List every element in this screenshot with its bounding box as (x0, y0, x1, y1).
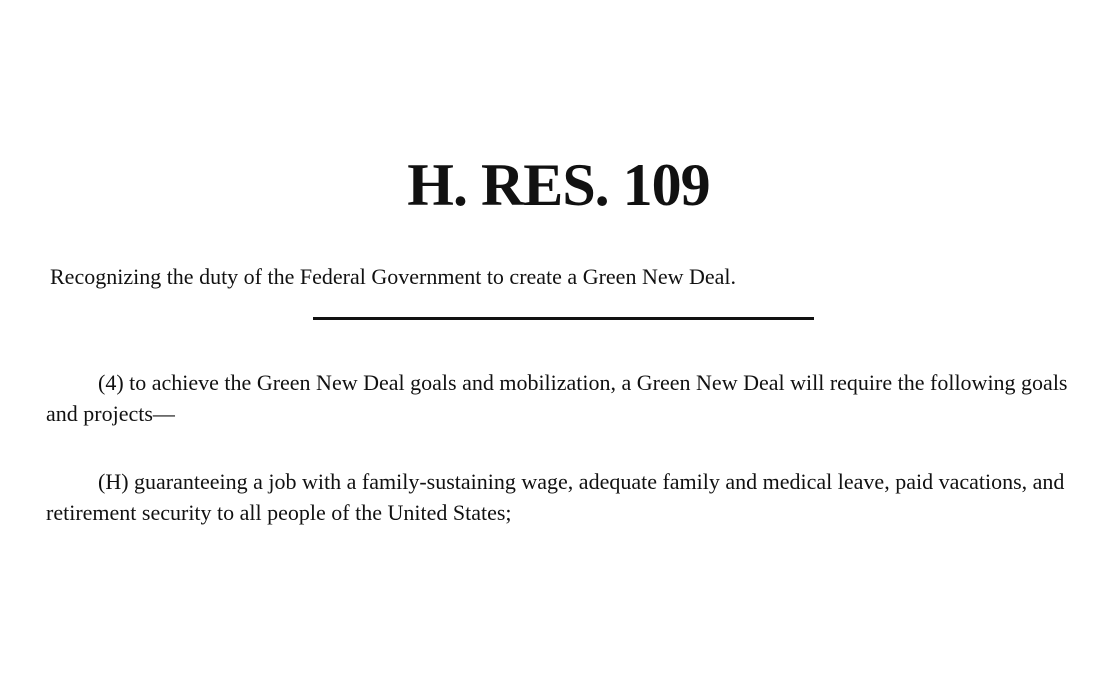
resolution-subtitle: Recognizing the duty of the Federal Government to create a Green New Deal. (50, 264, 737, 289)
horizontal-rule (313, 317, 814, 320)
resolution-title: H. RES. 109 (407, 152, 710, 218)
paragraph-h: (H) guaranteeing a job with a family-sustaining wage, adequate family and medical leave, paid vacations, and retirement security to all people of the United States; (46, 469, 1065, 525)
paragraph-4: (4) to achieve the Green New Deal goals and mobilization, a Green New Deal will require the following goals and projects— (46, 370, 1068, 426)
